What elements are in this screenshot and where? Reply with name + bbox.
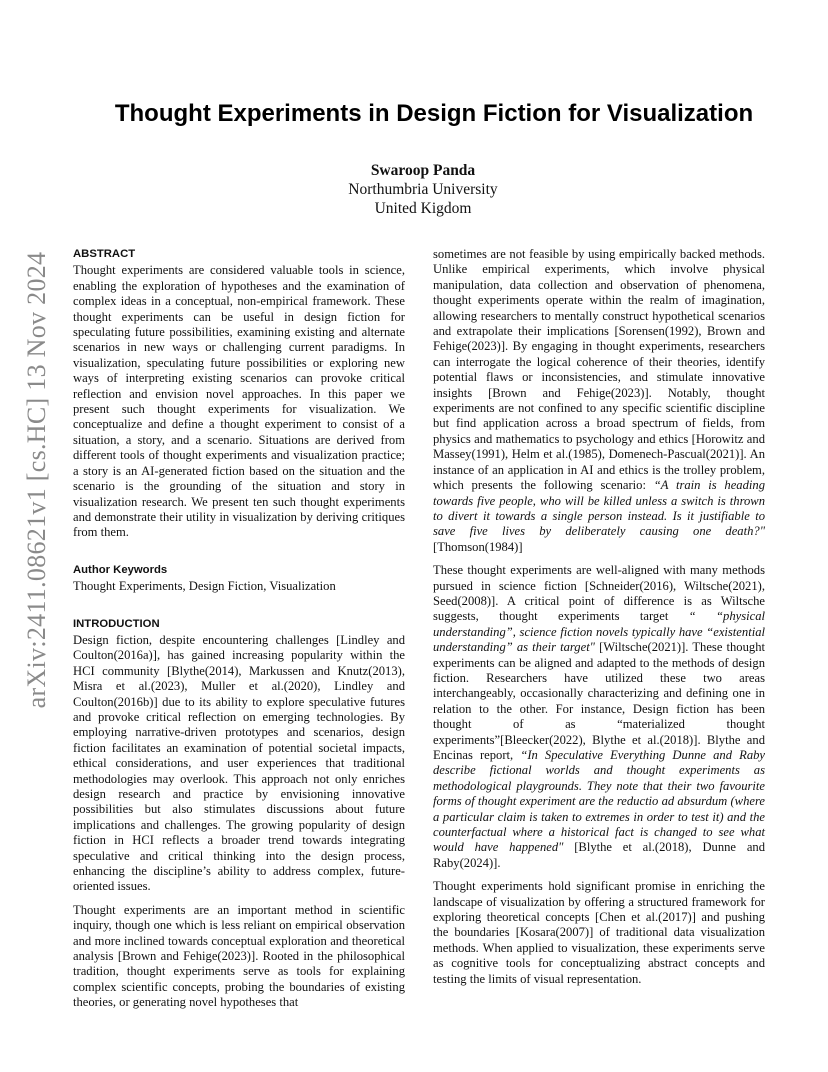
introduction-paragraph [433,247,765,555]
introduction-paragraph: Design fiction, despite encountering challenges [Lindley and Coulton(2016a)], has gained increasing popularity within the HCI community [Blythe(2014), Markussen and Knutz(2013), Misra et al.(2023), Muller et al.(2020), Lindley and Coulton(2016b)] due to its ability to explore speculative futures and provoke critical reflection on emerging technologies. By employing narrative-driven prototypes and scenarios, design fiction facilitates an examination of potential societal impacts, ethical considerations, and user experiences that traditional methodologies may overlook. This approach not only enriches design research and practice by envisioning innovative possibilities but also stimulates discussions about future implications and challenges. The growing popularity of design fiction in HCI reflects a broader trend towards integrating speculative and critical thinking into the design process, enhancing the discipline’s ability to address complex, future-oriented issues. [73,632,405,894]
right-column [433,247,765,987]
trolley-quote: “A train is heading towards five people, who will be killed unless a switch is thrown to divert it towards a single person instead. Is it justifiable to save five lives by deliberately causing one death?" [433,478,765,539]
paragraph-text: These thought experiments are well-aligned with many methods pursued in science fiction [Schneider(2016), Wiltsche(2021), Seed(2008)]. A critical point of difference is as Wiltsche suggests, thought experiments target [433,563,765,624]
abstract-heading: ABSTRACT [73,248,136,260]
author-location: United Kigdom [374,200,472,217]
blythe-quote: “In Speculative Everything Dunne and Raby describe fictional worlds and thought experiments as methodological playgrounds. They note that their two favourite forms of thought experiment are the reductio ad absurdum (where a particular claim is taken to extremes in order to test it) and the counterfactual where a historical fact is changed to see what would have happened" [433,748,765,855]
abstract-text: Thought experiments are considered valuable tools in science, enabling the exploration of hypotheses and the examination of complex ideas in a conceptual, non-empirical framework. These thought experiments can be useful in design fiction for speculating future possibilities, examining existing and alternate scenarios in new ways or challenging current paradigms. In visualization, speculating future possibilities or exploring new ways of interpreting existing scenarios can provoke critical reflection and envision novel approaches. In this paper we present such thought experiments for visualization. We conceptualize and define a thought experiment to consist of a situation, a story, and a scenario. Situations are derived from different tools of thought experiments and visualization practice; a story is an AI-generated fiction based on the situation and the scenario is the grounding of the situation and story in visualization research. We present ten such thought experiments and demonstrate their utility in visualization by deriving critiques from them. [73,263,405,540]
paragraph-text: [Wiltsche(2021)]. These thought experiments can be aligned and adapted to the methods of design fiction. Researchers have utilized these two areas interchangeably, occasionally characterizing and defining one in relation to the other. For instance, Design fiction has been thought of as “materialized thought experiments”[Bleecker(2022), Blythe et al.(2018)]. Blythe and Encinas report, [433,640,765,762]
author-name: Swaroop Panda [370,162,476,179]
paper-title: Thought Experiments in Design Fiction for Visualization [114,100,754,127]
arxiv-identifier [22,251,52,709]
citation: [Blythe et al.(2018), Dunne and Raby(2024)]. [433,840,766,870]
arxiv-identifier-text: arXiv:2411.08621v1 [cs.HC] 13 Nov 2024 [22,251,51,709]
left-column [73,247,405,1011]
author-affiliation: Northumbria University [348,181,498,198]
keywords-text: Thought Experiments, Design Fiction, Visualization [73,579,336,594]
introduction-paragraph [433,563,765,871]
paragraph-text: sometimes are not feasible by using empirically backed methods. Unlike empirical experiments, which involve physical manipulation, data collection and observation of phenomena, thought experiments operate within the realm of imagination, allowing researchers to mentally construct hypothetical scenarios and extrapolate their implications [Sorensen(1992), Brown and Fehige(2023)]. By engaging in thought experiments, researchers can interrogate the logical coherence of their theories, identify potential flaws or inconsistencies, and stimulate innovative insights [Brown and Fehige(2023)]. Notably, thought experiments are not confined to any specific scientific discipline but find application across a broad spectrum of fields, from physics and mathematics to psychology and ethics [Horowitz and Massey(1991), Helm et al.(1985), Domenech-Pascual(2021)]. An instance of an application in AI and ethics is the trolley problem, which presents the following scenario: [433,247,765,493]
introduction-paragraph: Thought experiments are an important method in scientific inquiry, though one which is less reliant on empirical observation and more inclined towards conceptual exploration and theoretical analysis [Brown and Fehige(2023)]. Rooted in the philosophical tradition, thought experiments serve as tools for explaining complex scientific concepts, probing the boundaries of existing theories, or generating novel hypotheses that [73,902,405,1010]
author-block [0,161,828,218]
introduction-paragraph: Thought experiments hold significant promise in enriching the landscape of visualization by offering a structured framework for exploring theoretical concepts [Chen et al.(2017)] and pushing the boundaries [Kosara(2007)] of traditional data visualization methods. When applied to visualization, these experiments serve as cognitive tools for conceptualizing abstract concepts and testing the limits of visual representation. [433,879,765,986]
wiltsche-quote: “ “physical understanding”, science fiction novels typically have “existential understanding” as their target" [433,609,765,655]
citation: [Thomson(1984)] [433,539,523,554]
keywords-heading: Author Keywords [73,563,168,576]
introduction-heading: INTRODUCTION [73,617,160,630]
